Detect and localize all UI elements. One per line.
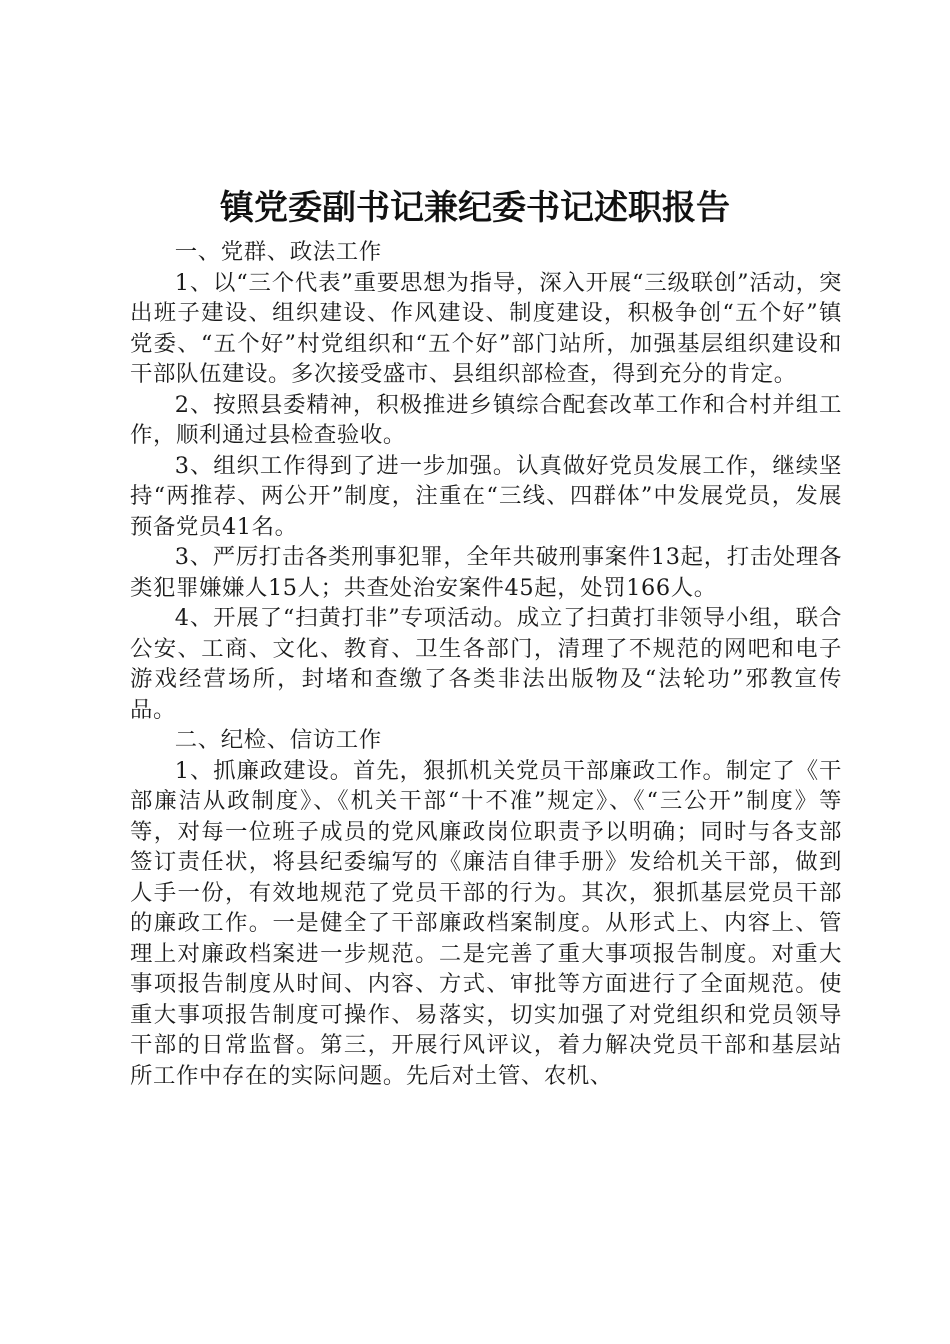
paragraph: 4、开展了“扫黄打非”专项活动。成立了扫黄打非领导小组，联合公安、工商、文化、教育、卫生各部门，清理了不规范的网吧和电子游戏经营场所，封堵和查缴了各类非法出版物及“法轮功”邪教宣传品。: [130, 605, 842, 723]
document-title: 镇党委副书记兼纪委书记述职报告: [220, 188, 730, 228]
section-heading-party-politics: 一、党群、政法工作: [174, 239, 382, 265]
paragraph: 3、严厉打击各类刑事犯罪，全年共破刑事案件13起，打击处理各类犯罪嫌嫌人15人；共查处治安案件45起，处罚166人。: [130, 544, 842, 601]
paragraph: 3、组织工作得到了进一步加强。认真做好党员发展工作，继续坚持“两推荐、两公开”制度，注重在“三线、四群体”中发展党员，发展预备党员41名。: [130, 452, 842, 540]
paragraph: 1、以“三个代表”重要思想为指导，深入开展“三级联创”活动，突出班子建设、组织建设、作风建设、制度建设，积极争创“五个好”镇党委、“五个好”村党组织和“五个好”部门站所，加强基层组织建设和干部队伍建设。多次接受盛市、县组织部检查，得到充分的肯定。: [130, 269, 842, 387]
section-heading-discipline-petition: 二、纪检、信访工作: [174, 727, 382, 753]
document-body: [130, 237, 842, 1091]
paragraph: 1、抓廉政建设。首先，狠抓机关党员干部廉政工作。制定了《干部廉洁从政制度》、《机关干部“十不准”规定》、《“三公开”制度》等等，对每一位班子成员的党风廉政岗位职责予以明确；同时与各支部签订责任状，将县纪委编写的《廉洁自律手册》发给机关干部，做到人手一份，有效地规范了党员干部的行为。其次，狠抓基层党员干部的廉政工作。一是健全了干部廉政档案制度。从形式上、内容上、管理上对廉政档案进一步规范。二是完善了重大事项报告制度。对重大事项报告制度从时间、内容、方式、审批等方面进行了全面规范。使重大事项报告制度可操作、易落实，切实加强了对党组织和党员领导干部的日常监督。第三，开展行风评议，着力解决党员干部和基层站所工作中存在的实际问题。先后对土管、农机、: [130, 757, 842, 1089]
paragraph: 2、按照县委精神，积极推进乡镇综合配套改革工作和合村并组工作，顺利通过县检查验收。: [130, 391, 842, 448]
